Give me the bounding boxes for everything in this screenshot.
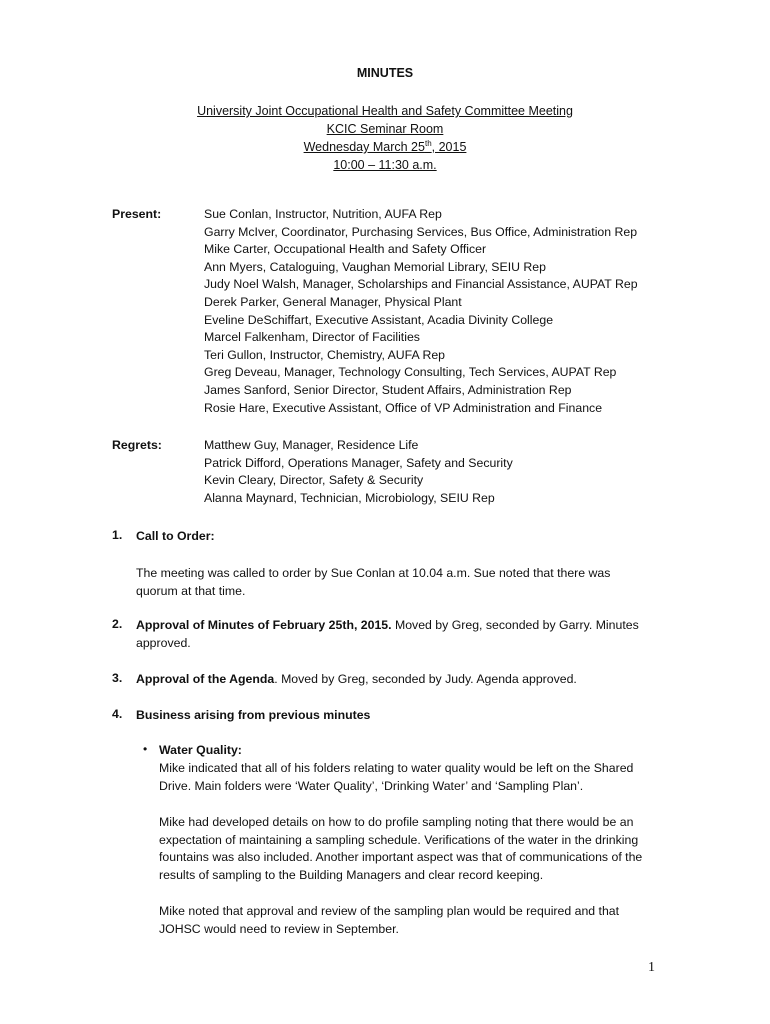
section-2-text: Approval of Minutes of February 25th, 2015. Moved by Greg, seconded by Garry. Minutes approved.	[136, 618, 639, 650]
list-item: Sue Conlan, Instructor, Nutrition, AUFA Rep	[204, 207, 442, 221]
meeting-date: Wednesday March 25th, 2015	[303, 138, 467, 154]
list-item: Patrick Difford, Operations Manager, Safety and Security	[204, 455, 513, 470]
section-1-number: 1.	[112, 528, 123, 542]
meeting-location: KCIC Seminar Room	[326, 122, 444, 136]
section-3-number: 3.	[112, 671, 123, 685]
section-4-heading: Business arising from previous minutes	[136, 708, 371, 722]
water-quality-heading: Water Quality:	[159, 743, 242, 757]
bullet-icon: •	[143, 742, 148, 756]
list-item: Rosie Hare, Executive Assistant, Office of VP Administration and Finance	[204, 400, 603, 415]
section-4-number: 4.	[112, 707, 123, 721]
section-2-heading: Approval of Minutes of February 25th, 2015.	[136, 618, 392, 632]
page-number: 1	[648, 960, 655, 975]
regrets-label: Regrets:	[112, 438, 162, 452]
list-item: Judy Noel Walsh, Manager, Scholarships and Financial Assistance, AUPAT Rep	[204, 277, 638, 292]
section-3-text: Approval of the Agenda. Moved by Greg, seconded by Judy. Agenda approved.	[136, 672, 577, 686]
section-1-body: The meeting was called to order by Sue Conlan at 10.04 a.m. Sue noted that there was quorum at that time.	[136, 566, 611, 598]
section-3-heading: Approval of the Agenda	[136, 672, 275, 686]
list-item: Greg Deveau, Manager, Technology Consulting, Tech Services, AUPAT Rep	[204, 365, 617, 380]
regrets-list	[204, 437, 513, 507]
list-item: Garry McIver, Coordinator, Purchasing Services, Bus Office, Administration Rep	[204, 224, 638, 239]
list-item: James Sanford, Senior Director, Student Affairs, Administration Rep	[204, 382, 572, 397]
document-title: MINUTES	[356, 66, 414, 80]
list-item: Teri Gullon, Instructor, Chemistry, AUFA Rep	[204, 347, 446, 362]
meeting-name: University Joint Occupational Health and Safety Committee Meeting	[197, 104, 573, 118]
present-label: Present:	[112, 207, 162, 221]
section-1-heading: Call to Order:	[136, 529, 215, 543]
list-item: Alanna Maynard, Technician, Microbiology, SEIU Rep	[204, 490, 495, 505]
list-item: Kevin Cleary, Director, Safety & Security	[204, 473, 424, 488]
document-header	[0, 64, 770, 174]
list-item: Derek Parker, General Manager, Physical Plant	[204, 294, 462, 309]
water-quality-paragraph-2: Mike had developed details on how to do profile sampling noting that there would be an expectation of maintaining a sampling schedule. Verifications of the water in the drinking fountains was also included. Another important aspect was that of communications of the results of sampling to the Building Managers and clear record keeping.	[159, 815, 643, 882]
list-item: Matthew Guy, Manager, Residence Life	[204, 438, 419, 452]
list-item: Eveline DeSchiffart, Executive Assistant, Acadia Divinity College	[204, 312, 554, 327]
list-item: Mike Carter, Occupational Health and Safety Officer	[204, 242, 487, 257]
list-item: Marcel Falkenham, Director of Facilities	[204, 330, 420, 345]
list-item: Ann Myers, Cataloguing, Vaughan Memorial Library, SEIU Rep	[204, 259, 546, 274]
present-list	[204, 206, 638, 417]
section-2-number: 2.	[112, 617, 123, 631]
water-quality-paragraph-3: Mike noted that approval and review of the sampling plan would be required and that JOHSC would need to review in September.	[159, 904, 620, 936]
water-quality-paragraph-1: Mike indicated that all of his folders relating to water quality would be left on the Shared Drive. Main folders were ‘Water Quality’, ‘Drinking Water’ and ‘Sampling Plan’.	[159, 761, 634, 793]
meeting-time: 10:00 – 11:30 a.m.	[333, 158, 437, 172]
